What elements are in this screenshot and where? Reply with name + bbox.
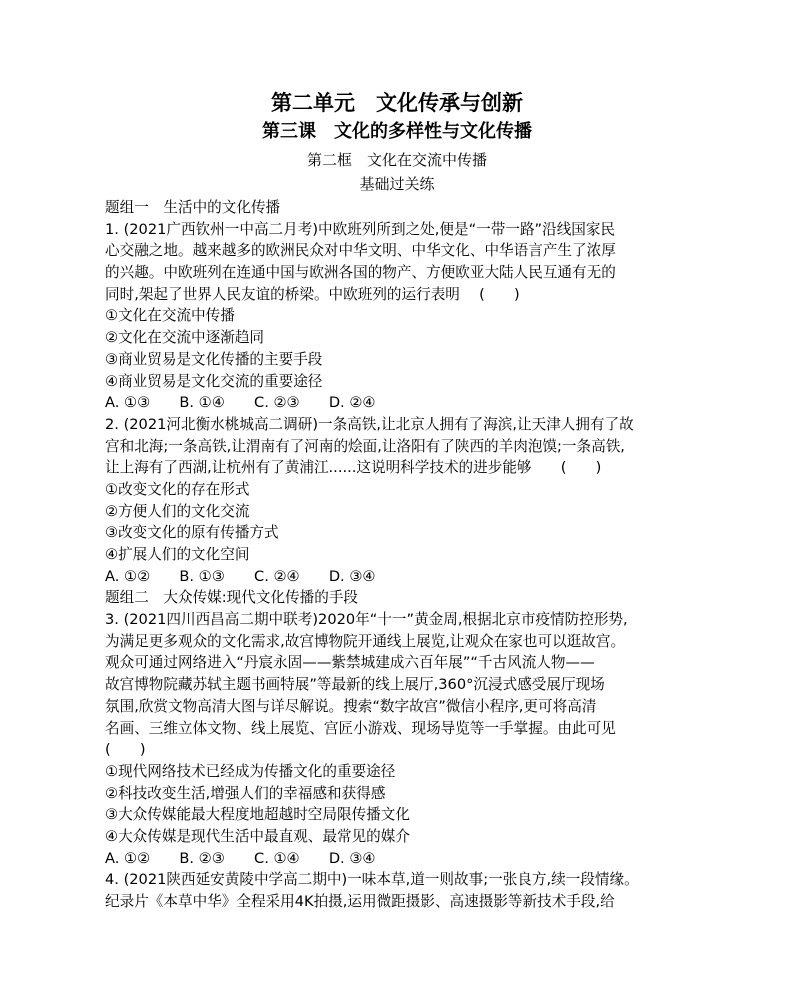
section-title: 基础过关练: [359, 175, 435, 193]
question-text: 4. (2021陕西延安黄陵中学高二期中)一味本草,道一则故事;一张良方,续一段情缘。: [105, 871, 639, 889]
answer-bracket: ( ): [105, 741, 146, 759]
statement-item: ①现代网络技术已经成为传播文化的重要途径: [105, 762, 396, 780]
statement-item: ②科技改变生活,增强人们的幸福感和获得感: [105, 784, 386, 802]
statement-item: ①文化在交流中传播: [105, 307, 235, 325]
question-text: 3. (2021四川西昌高二期中联考)2020年“十一”黄金周,根据北京市疫情防控形势,: [105, 611, 628, 629]
statement-item: ④扩展人们的文化空间: [105, 546, 250, 563]
unit-title: 第二单元 文化传承与创新: [271, 91, 523, 115]
question-text: 让上海有了西湖,让杭州有了黄浦江......这说明科学技术的进步能够 ( ): [105, 459, 602, 477]
statement-item: ②文化在交流中逐渐趋同: [105, 329, 265, 347]
question-text: 宫和北海;一条高铁,让渭南有了河南的烩面,让洛阳有了陕西的羊肉泡馍;一条高铁,: [105, 437, 625, 455]
question-text: 同时,架起了世界人民友谊的桥梁。中欧班列的运行表明 ( ): [105, 285, 520, 303]
statement-item: ①改变文化的存在形式: [105, 480, 250, 498]
frame-title: 第二框 文化在交流中传播: [306, 151, 487, 169]
exercise-body: [105, 197, 785, 913]
question-text: 为满足更多观众的文化需求,故宫博物院开通线上展览,让观众在家也可以逛故宫。: [105, 632, 626, 650]
question-text: 故宫博物院藏苏轼主题书画特展”等最新的线上展厅,360°沉浸式感受展厅现场: [105, 676, 605, 694]
statement-item: ④大众传媒是现代生活中最直观、最常见的媒介: [105, 827, 410, 845]
statement-item: ③大众传媒能最大程度地超越时空局限传播文化: [105, 806, 410, 824]
group-heading: 题组二 大众传媒:现代文化传播的手段: [105, 589, 359, 607]
lesson-title: 第三课 文化的多样性与文化传播: [262, 121, 532, 142]
question-text: 2. (2021河北衡水桃城高二调研)一条高铁,让北京人拥有了海滨,让天津人拥有了故: [105, 415, 634, 433]
question-text: 纪录片《本草中华》全程采用4K拍摄,运用微距摄影、高速摄影等新技术手段,给: [105, 893, 615, 910]
statement-item: ④商业贸易是文化交流的重要途径: [105, 372, 323, 390]
statement-item: ②方便人们的文化交流: [105, 502, 250, 520]
question-text: 的兴趣。中欧班列在连通中国与欧洲各国的物产、方便欧亚大陆人民互通有无的: [105, 264, 616, 282]
answer-options: A. ①② B. ①③ C. ②④ D. ③④: [105, 567, 376, 585]
answer-options: A. ①③ B. ①④ C. ②③ D. ②④: [105, 394, 376, 412]
group-heading: 题组一 生活中的文化传播: [105, 199, 281, 216]
answer-options: A. ①② B. ②③ C. ①④ D. ③④: [105, 849, 376, 867]
question-text: 观众可通过网络进入“丹宸永固——紫禁城建成六百年展”“千古风流人物——: [105, 654, 595, 672]
statement-item: ③改变文化的原有传播方式: [105, 524, 279, 542]
question-text: 1. (2021广西钦州一中高二月考)中欧班列所到之处,便是“一带一路”沿线国家民: [105, 220, 616, 238]
question-text: 名画、三维立体文物、线上展览、宫匠小游戏、现场导览等一手掌握。由此可见: [105, 719, 616, 737]
question-text: 心交融之地。越来越多的欧洲民众对中华文明、中华文化、中华语言产生了浓厚: [105, 242, 616, 260]
question-text: 氛围,欣赏文物高清大图与详尽解说。搜索“数字故宫”微信小程序,更可将高清: [105, 697, 597, 715]
statement-item: ③商业贸易是文化传播的主要手段: [105, 350, 323, 368]
